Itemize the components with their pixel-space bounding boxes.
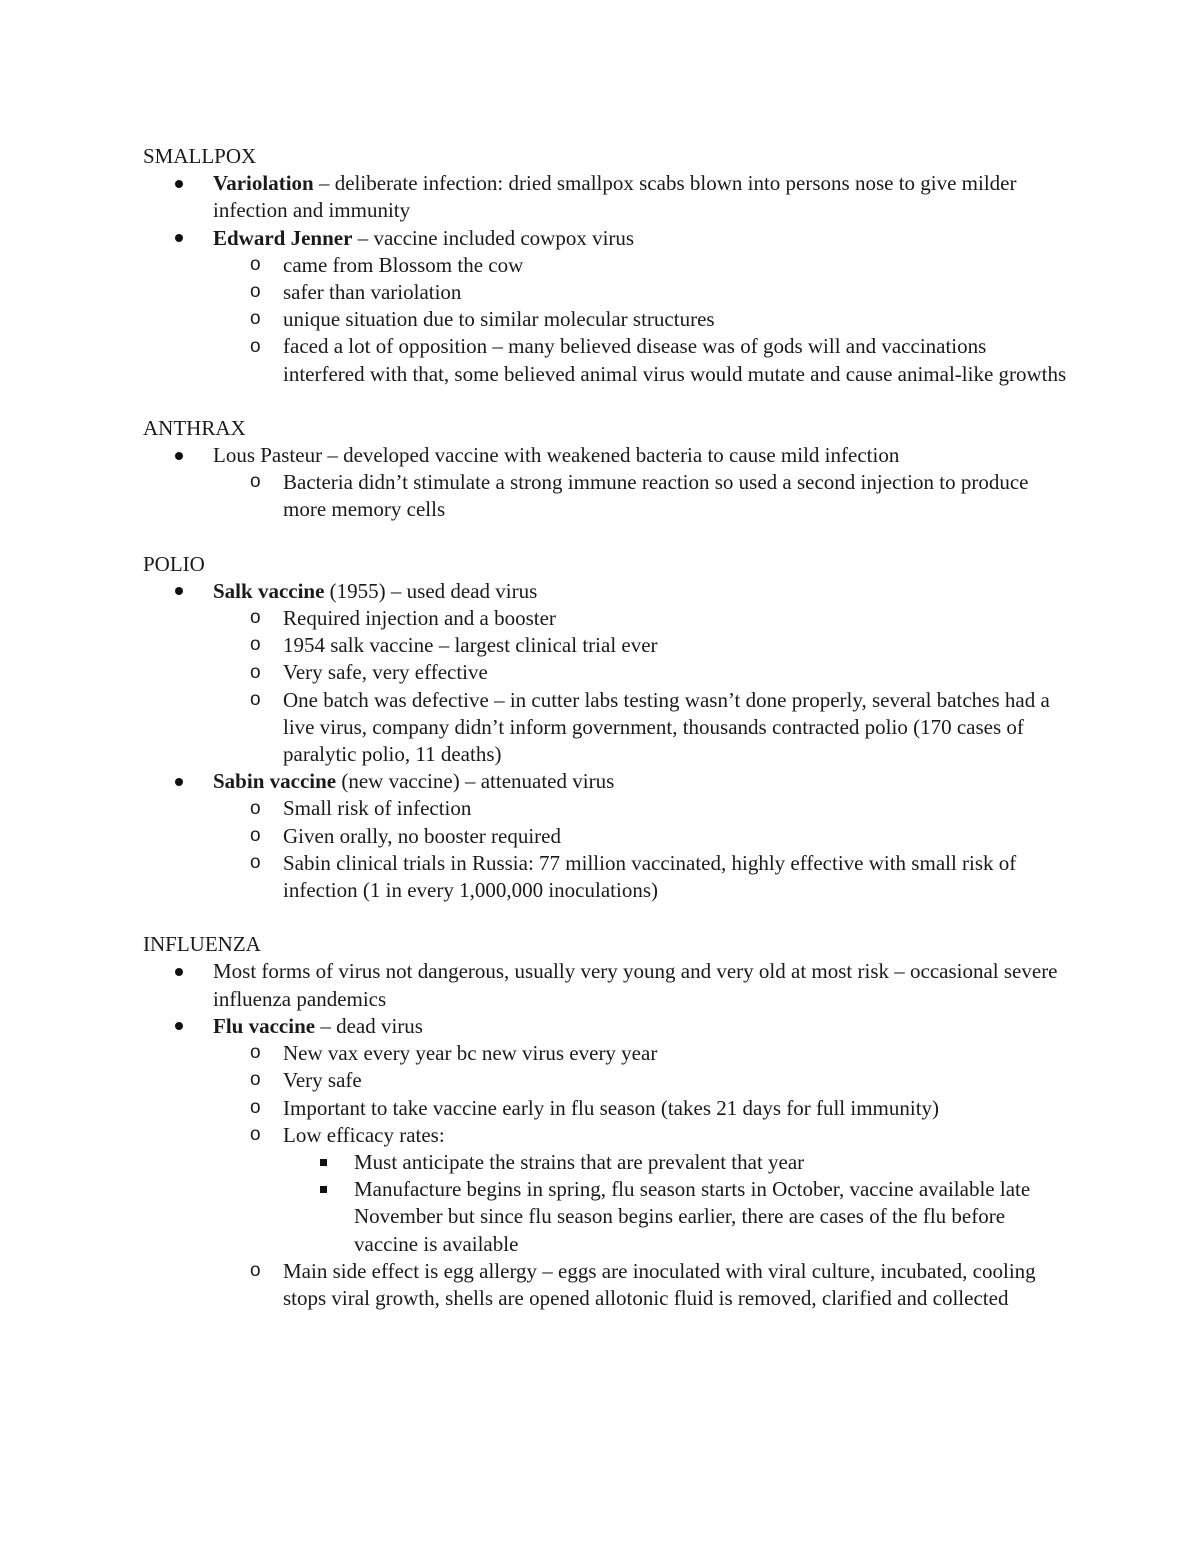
item-text: (new vaccine) – attenuated virus [336,769,615,794]
item-text: (1955) – used dead virus [324,578,538,603]
item-text: Lous Pasteur – developed vaccine with weakened bacteria to cause mild infection [213,443,900,468]
bullet-list [143,578,1073,904]
item-text: – vaccine included cowpox virus [352,225,635,250]
sub-list-item [143,1095,1073,1122]
sub-list-item [143,1122,1073,1149]
section-heading: ANTHRAX [143,415,246,440]
bullet-list [143,170,1073,388]
section-heading: POLIO [143,551,205,576]
bullet-circle-icon: o [250,824,261,846]
bullet-circle-icon: o [250,1259,261,1281]
section-heading: SMALLPOX [143,144,257,168]
sub-item-text: Small risk of infection [283,796,472,821]
section-anthrax [143,415,1073,524]
bullet-circle-icon: o [250,335,261,357]
sub-item-text: came from Blossom the cow [283,252,524,277]
sub-item-text: Low efficacy rates: [283,1122,445,1147]
bullet-dot-icon [175,768,183,795]
sub-list-item [143,795,1073,822]
sub-list-item [143,1067,1073,1094]
sub-sub-item-text: Must anticipate the strains that are prevalent that year [354,1149,805,1174]
item-term: Flu vaccine [213,1013,316,1038]
sub-item-text: New vax every year bc new virus every year [283,1041,658,1066]
bullet-dot-icon [175,442,183,469]
sub-list-item [143,306,1073,333]
sub-item-text: One batch was defective – in cutter labs testing wasn’t done properly, several batches had a live virus, company didn’t inform government, thousands contracted polio (170 cases of paralytic polio, 11 deaths) [283,687,1050,767]
sub-item-text: Very safe, very effective [283,660,488,685]
bullet-circle-icon: o [250,634,261,656]
list-item [143,170,1073,224]
bullet-circle-icon: o [250,253,261,275]
item-term: Variolation [213,171,314,196]
sub-list-item [143,333,1073,387]
bullet-circle-icon: o [250,1123,261,1145]
sub-sub-list-item [143,1149,1073,1176]
sub-item-text: safer than variolation [283,280,462,305]
sub-item-text: 1954 salk vaccine – largest clinical trial ever [283,633,658,658]
item-text: – dead virus [315,1013,423,1038]
sub-item-text: Main side effect is egg allergy – eggs are inoculated with viral culture, incubated, cooling stops viral growth, shells are opened allotonic fluid is removed, clarified and collected [283,1258,1036,1310]
section-heading: INFLUENZA [143,932,261,957]
sub-list-item [143,1258,1073,1312]
bullet-circle-icon: o [250,1042,261,1064]
sub-item-text: Required injection and a booster [283,606,556,631]
bullet-dot-icon [175,170,183,197]
item-text: – deliberate infection: dried smallpox scabs blown into persons nose to give milder infection and immunity [213,171,1017,223]
sub-list-item [143,659,1073,686]
section-influenza [143,931,1073,1312]
list-item [143,958,1073,1012]
sub-item-text: faced a lot of opposition – many believed disease was of gods will and vaccinations interfered with that, some believed animal virus would mutate and cause animal-like growths [283,334,1067,386]
sub-list-item [143,279,1073,306]
bullet-circle-icon: o [250,688,261,710]
sub-item-text: Important to take vaccine early in flu season (takes 21 days for full immunity) [283,1095,940,1120]
sub-list-item [143,850,1073,904]
sub-list-item [143,823,1073,850]
section-polio [143,551,1073,905]
bullet-dot-icon [175,1013,183,1040]
sub-item-text: Given orally, no booster required [283,823,561,848]
bullet-circle-icon: o [250,661,261,683]
bullet-dot-icon [175,225,183,252]
item-term: Edward Jenner [213,225,353,250]
bullet-circle-icon: o [250,1096,261,1118]
bullet-circle-icon: o [250,308,261,330]
sub-list-item [143,252,1073,279]
sub-list-item [143,687,1073,769]
bullet-circle-icon: o [250,797,261,819]
notes-body [143,143,1073,1339]
sub-item-text: Sabin clinical trials in Russia: 77 million vaccinated, highly effective with small risk of infection (1 in every 1,000,000 inoculations) [283,850,1017,903]
sub-sub-item-text: Manufacture begins in spring, flu season starts in October, vaccine available late November but since flu season begins earlier, there are cases of the flu before vaccine is available [354,1177,1031,1256]
list-item [143,442,1073,469]
bullet-circle-icon: o [250,851,261,873]
sub-item-text: Bacteria didn’t stimulate a strong immune reaction so used a second injection to produce more memory cells [283,470,1029,522]
item-term: Sabin vaccine [213,769,337,794]
sub-list-item [143,605,1073,632]
list-item [143,1013,1073,1040]
sub-list-item [143,632,1073,659]
sub-sub-list-item [143,1176,1073,1258]
item-text: Most forms of virus not dangerous, usually very young and very old at most risk – occasional severe influenza pandemics [213,959,1058,1011]
list-item [143,578,1073,605]
bullet-circle-icon: o [250,1069,261,1091]
bullet-list [143,958,1073,1312]
bullet-list [143,442,1073,524]
sub-item-text: unique situation due to similar molecular structures [283,307,715,332]
bullet-dot-icon [175,578,183,605]
bullet-square-icon [320,1176,327,1203]
list-item [143,225,1073,252]
bullet-circle-icon: o [250,471,261,493]
bullet-circle-icon: o [250,281,261,303]
bullet-square-icon [320,1149,327,1176]
section-smallpox [143,143,1073,388]
bullet-dot-icon [175,958,183,985]
sub-item-text: Very safe [283,1068,362,1093]
sub-list-item [143,1040,1073,1067]
list-item [143,768,1073,795]
bullet-circle-icon: o [250,607,261,629]
item-term: Salk vaccine [213,578,325,603]
sub-list-item [143,469,1073,523]
